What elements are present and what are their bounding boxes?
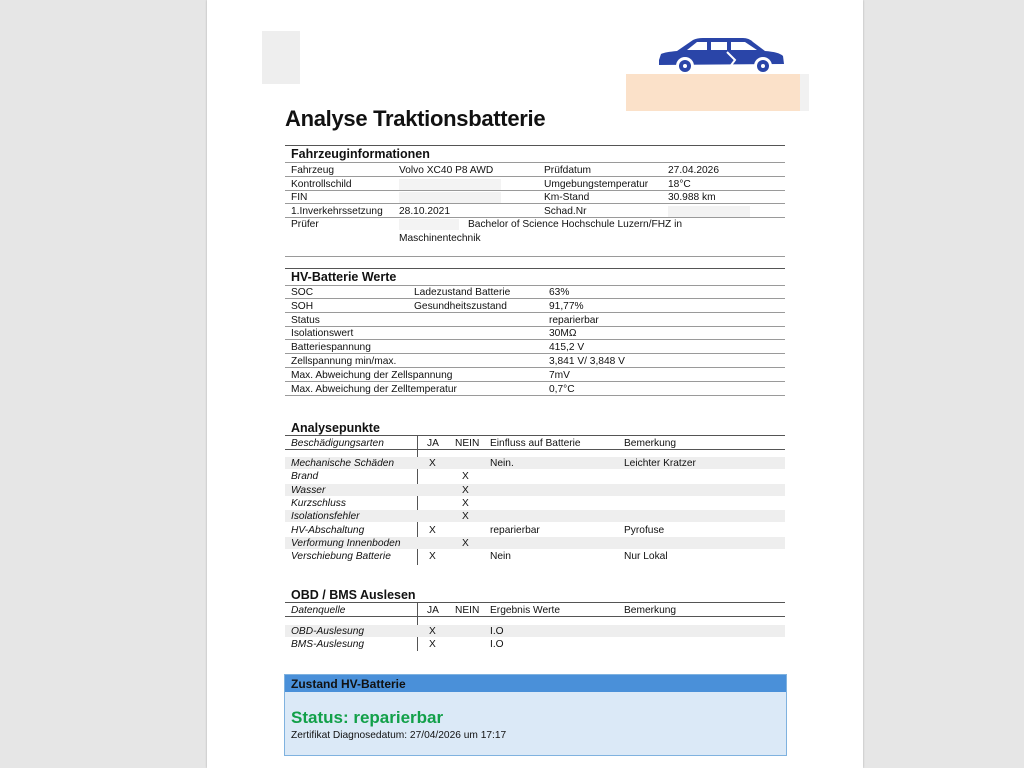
obd-header-nein: NEIN <box>455 605 480 616</box>
label-inverkehrsetzung: 1.Inverkehrssetzung <box>291 206 383 217</box>
row-divider <box>285 162 785 163</box>
obd-header-bemerkung: Bemerkung <box>624 605 677 616</box>
obd-header-ergebnis: Ergebnis Werte <box>490 605 561 616</box>
battery-row-value: reparierbar <box>549 315 599 326</box>
row-divider <box>285 176 785 177</box>
section-title-analysis: Analysepunkte <box>291 421 380 435</box>
status-text: Status: reparierbar <box>291 708 444 727</box>
label-fahrzeug: Fahrzeug <box>291 165 335 176</box>
status-panel-header <box>285 675 786 692</box>
battery-row-value: 7mV <box>549 370 570 381</box>
row-stripe <box>285 484 785 496</box>
battery-row-value: 30MΩ <box>549 328 577 339</box>
analysis-header-nein: NEIN <box>455 438 480 449</box>
battery-row-value: 0,7°C <box>549 384 575 395</box>
obd-row-name: BMS-Auslesung <box>291 639 365 650</box>
row-divider <box>285 367 785 368</box>
obd-header-source: Datenquelle <box>291 605 346 616</box>
battery-row-value: 91,77% <box>549 301 584 312</box>
placeholder-edge <box>800 74 809 111</box>
label-schadnr: Schad.Nr <box>544 206 587 217</box>
report-page <box>207 0 863 768</box>
analysis-row-name: Verformung Innenboden <box>291 538 401 549</box>
battery-row-label: Max. Abweichung der Zelltemperatur <box>291 384 457 395</box>
row-divider <box>285 298 785 299</box>
battery-row-label: Isolationswert <box>291 328 354 339</box>
label-kontrollschild: Kontrollschild <box>291 179 352 190</box>
section-divider <box>285 602 785 603</box>
analysis-row-name: Kurzschluss <box>291 498 346 509</box>
analysis-row-bemerkung: Leichter Kratzer <box>624 458 696 469</box>
battery-row-desc: Gesundheitszustand <box>414 301 507 312</box>
analysis-row-nein: X <box>462 471 469 482</box>
value-pruefdatum: 27.04.2026 <box>668 165 719 176</box>
analysis-header-ja: JA <box>427 438 439 449</box>
analysis-row-nein: X <box>462 485 469 496</box>
analysis-row-name: Brand <box>291 471 319 482</box>
battery-row-label: Status <box>291 315 320 326</box>
analysis-row-bemerkung: Nur Lokal <box>624 551 668 562</box>
row-divider <box>285 339 785 340</box>
logo-placeholder <box>262 31 300 84</box>
value-fahrzeug: Volvo XC40 P8 AWD <box>399 165 494 176</box>
section-divider <box>285 145 785 146</box>
label-pruefdatum: Prüfdatum <box>544 165 591 176</box>
row-divider <box>285 353 785 354</box>
row-divider <box>285 203 785 204</box>
analysis-row-ja: X <box>429 525 436 536</box>
obd-row-name: OBD-Auslesung <box>291 626 365 637</box>
analysis-row-name: HV-Abschaltung <box>291 525 365 536</box>
row-divider <box>285 312 785 313</box>
analysis-row-name: Verschiebung Batterie <box>291 551 391 562</box>
analysis-row-nein: X <box>462 498 469 509</box>
analysis-row-einfluss: reparierbar <box>490 525 540 536</box>
battery-row-value: 63% <box>549 287 570 298</box>
analysis-header-bemerkung: Bemerkung <box>624 438 677 449</box>
analysis-row-name: Mechanische Schäden <box>291 458 395 469</box>
document-title: Analyse Traktionsbatterie <box>285 106 546 131</box>
section-title-battery: HV-Batterie Werte <box>291 270 397 284</box>
analysis-header-einfluss: Einfluss auf Batterie <box>490 438 581 449</box>
vehicle-image-placeholder <box>626 74 808 111</box>
row-stripe <box>285 510 785 522</box>
redacted-value <box>399 179 501 190</box>
obd-row-ja: X <box>429 626 436 637</box>
redacted-value <box>668 206 750 217</box>
obd-header-ja: JA <box>427 605 439 616</box>
analysis-row-nein: X <box>462 511 469 522</box>
label-temperatur: Umgebungstemperatur <box>544 179 649 190</box>
analysis-row-ja: X <box>429 551 436 562</box>
row-divider <box>285 256 785 257</box>
car-icon <box>655 34 787 76</box>
row-divider <box>285 381 785 382</box>
obd-row-ergebnis: I.O <box>490 639 504 650</box>
row-divider <box>285 326 785 327</box>
section-divider <box>285 435 785 436</box>
battery-row-label: SOH <box>291 301 314 312</box>
value-temperatur: 18°C <box>668 179 691 190</box>
section-divider <box>285 449 785 450</box>
section-title-obd: OBD / BMS Auslesen <box>291 588 416 602</box>
row-divider <box>285 395 785 396</box>
section-divider <box>285 268 785 269</box>
analysis-row-ja: X <box>429 458 436 469</box>
label-fin: FIN <box>291 192 308 203</box>
analysis-row-nein: X <box>462 538 469 549</box>
battery-row-value: 415,2 V <box>549 342 585 353</box>
analysis-header-type: Beschädigungsarten <box>291 438 384 449</box>
value-pruefer-line1: Bachelor of Science Hochschule Luzern/FHZ in <box>468 219 683 230</box>
redacted-value <box>399 219 459 230</box>
analysis-row-bemerkung: Pyrofuse <box>624 525 665 536</box>
analysis-row-einfluss: Nein. <box>490 458 514 469</box>
label-pruefer: Prüfer <box>291 219 319 230</box>
battery-row-label: Batteriespannung <box>291 342 371 353</box>
section-divider <box>285 616 785 617</box>
status-panel <box>284 674 787 756</box>
value-pruefer-line2: Maschinentechnik <box>399 233 481 244</box>
battery-row-label: Max. Abweichung der Zellspannung <box>291 370 453 381</box>
battery-row-value: 3,841 V/ 3,848 V <box>549 356 625 367</box>
section-title-vehicle: Fahrzeuginformationen <box>291 147 430 161</box>
status-panel-title: Zustand HV-Batterie <box>291 677 406 691</box>
analysis-row-name: Wasser <box>291 485 326 496</box>
analysis-row-name: Isolationsfehler <box>291 511 360 522</box>
row-divider <box>285 285 785 286</box>
certificate-date: Zertifikat Diagnosedatum: 27/04/2026 um 17:17 <box>291 730 507 741</box>
obd-row-ja: X <box>429 639 436 650</box>
battery-row-label: SOC <box>291 287 314 298</box>
value-kmstand: 30.988 km <box>668 192 716 203</box>
label-kmstand: Km-Stand <box>544 192 590 203</box>
battery-row-desc: Ladezustand Batterie <box>414 287 511 298</box>
redacted-value <box>399 192 501 203</box>
analysis-row-einfluss: Nein <box>490 551 511 562</box>
obd-row-ergebnis: I.O <box>490 626 504 637</box>
battery-row-label: Zellspannung min/max. <box>291 356 397 367</box>
value-inverkehrsetzung: 28.10.2021 <box>399 206 450 217</box>
